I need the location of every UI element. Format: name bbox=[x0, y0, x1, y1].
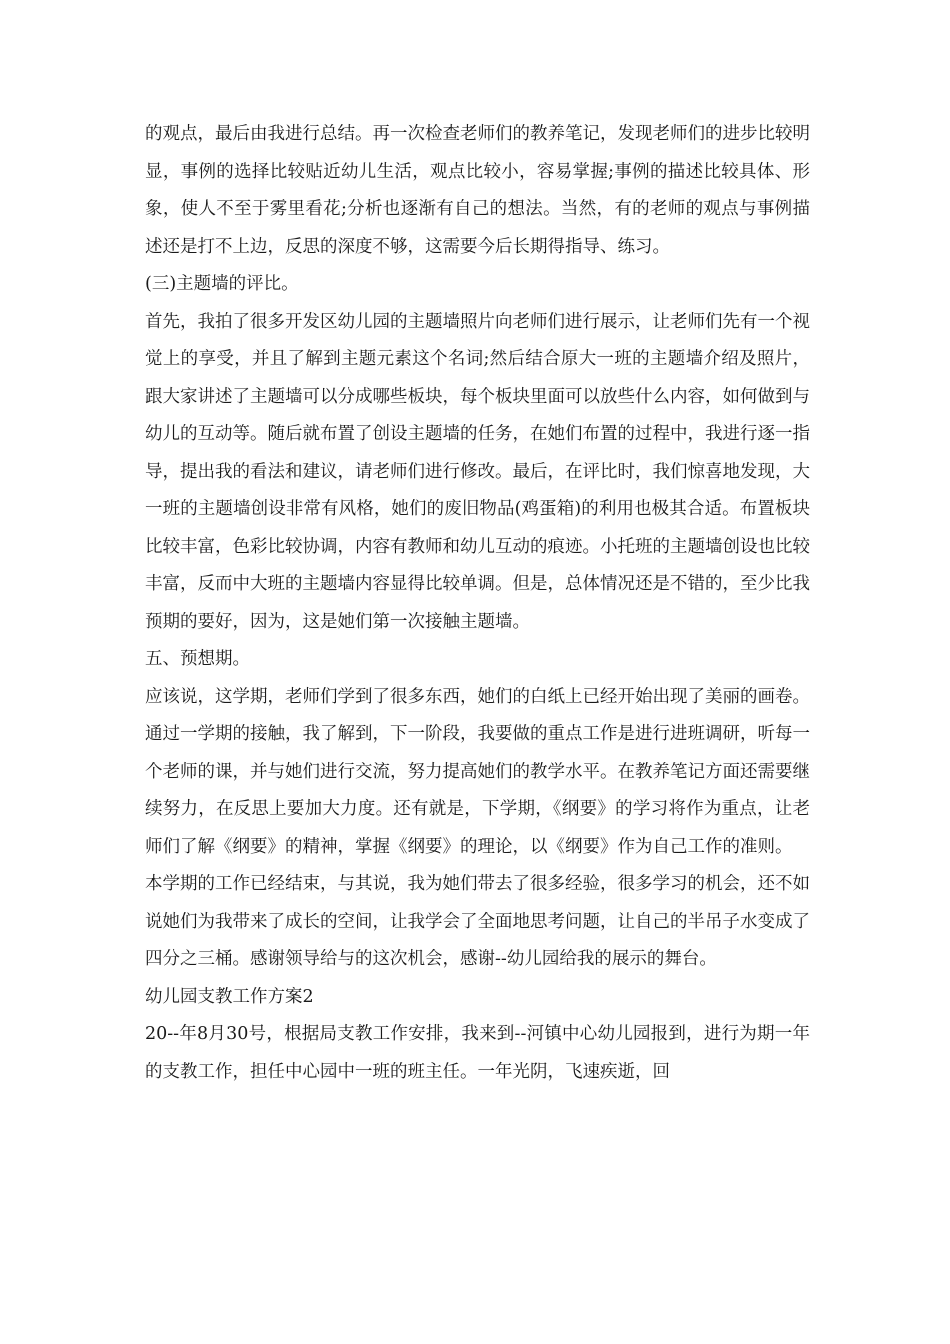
paragraph-outlook: 应该说，这学期，老师们学到了很多东西，她们的白纸上已经开始出现了美丽的画卷。通过一学期的接触，我了解到，下一阶段，我要做的重点工作是进行进班调研，听每一个老师的课，并与她们进行交流，努力提高她们的教学水平。在教养笔记方面还需要继续努力，在反思上要加大力度。还有就是，下学期，《纲要》的学习将作为重点，让老师们了解《纲要》的精神，掌握《纲要》的理论，以《纲要》作为自己工作的准则。 bbox=[145, 686, 810, 857]
document-body bbox=[145, 116, 810, 1091]
paragraph-theme-wall: 首先，我拍了很多开发区幼儿园的主题墙照片向老师们进行展示，让老师们先有一个视觉上的享受，并且了解到主题元素这个名词;然后结合原大一班的主题墙介绍及照片，跟大家讲述了主题墙可以分成哪些板块，每个板块里面可以放些什么内容，如何做到与幼儿的互动等。随后就布置了创设主题墙的任务，在她们布置的过程中，我进行逐一指导，提出我的看法和建议，请老师们进行修改。最后，在评比时，我们惊喜地发现，大一班的主题墙创设非常有风格，她们的废旧物品(鸡蛋箱)的利用也极其合适。布置板块比较丰富，色彩比较协调，内容有教师和幼儿互动的痕迹。小托班的主题墙创设也比较丰富，反而中大班的主题墙内容显得比较单调。但是，总体情况还是不错的，至少比我预期的要好，因为，这是她们第一次接触主题墙。 bbox=[145, 311, 810, 632]
section-heading-theme-wall: (三)主题墙的评比。 bbox=[145, 274, 299, 294]
paragraph-reflection-summary: 的观点，最后由我进行总结。再一次检查老师们的教养笔记，发现老师们的进步比较明显，事例的选择比较贴近幼儿生活，观点比较小，容易掌握;事例的描述比较具体、形象，使人不至于雾里看花;分析也逐渐有自己的想法。当然，有的老师的观点与事例描述还是打不上边，反思的深度不够，这需要今后长期得指导、练习。 bbox=[145, 124, 810, 257]
document-subtitle-plan-2: 幼儿园支教工作方案2 bbox=[145, 986, 314, 1007]
section-heading-outlook: 五、预想期。 bbox=[145, 649, 250, 669]
paragraph-plan-2-intro: 20--年8月30号，根据局支教工作安排，我来到--河镇中心幼儿园报到，进行为期一年的支教工作，担任中心园中一班的班主任。一年光阴，飞速疾逝，回 bbox=[145, 1024, 810, 1082]
paragraph-conclusion: 本学期的工作已经结束，与其说，我为她们带去了很多经验，很多学习的机会，还不如说她们为我带来了成长的空间，让我学会了全面地思考问题，让自己的半吊子水变成了四分之三桶。感谢领导给与的这次机会，感谢--幼儿园给我的展示的舞台。 bbox=[145, 874, 810, 969]
